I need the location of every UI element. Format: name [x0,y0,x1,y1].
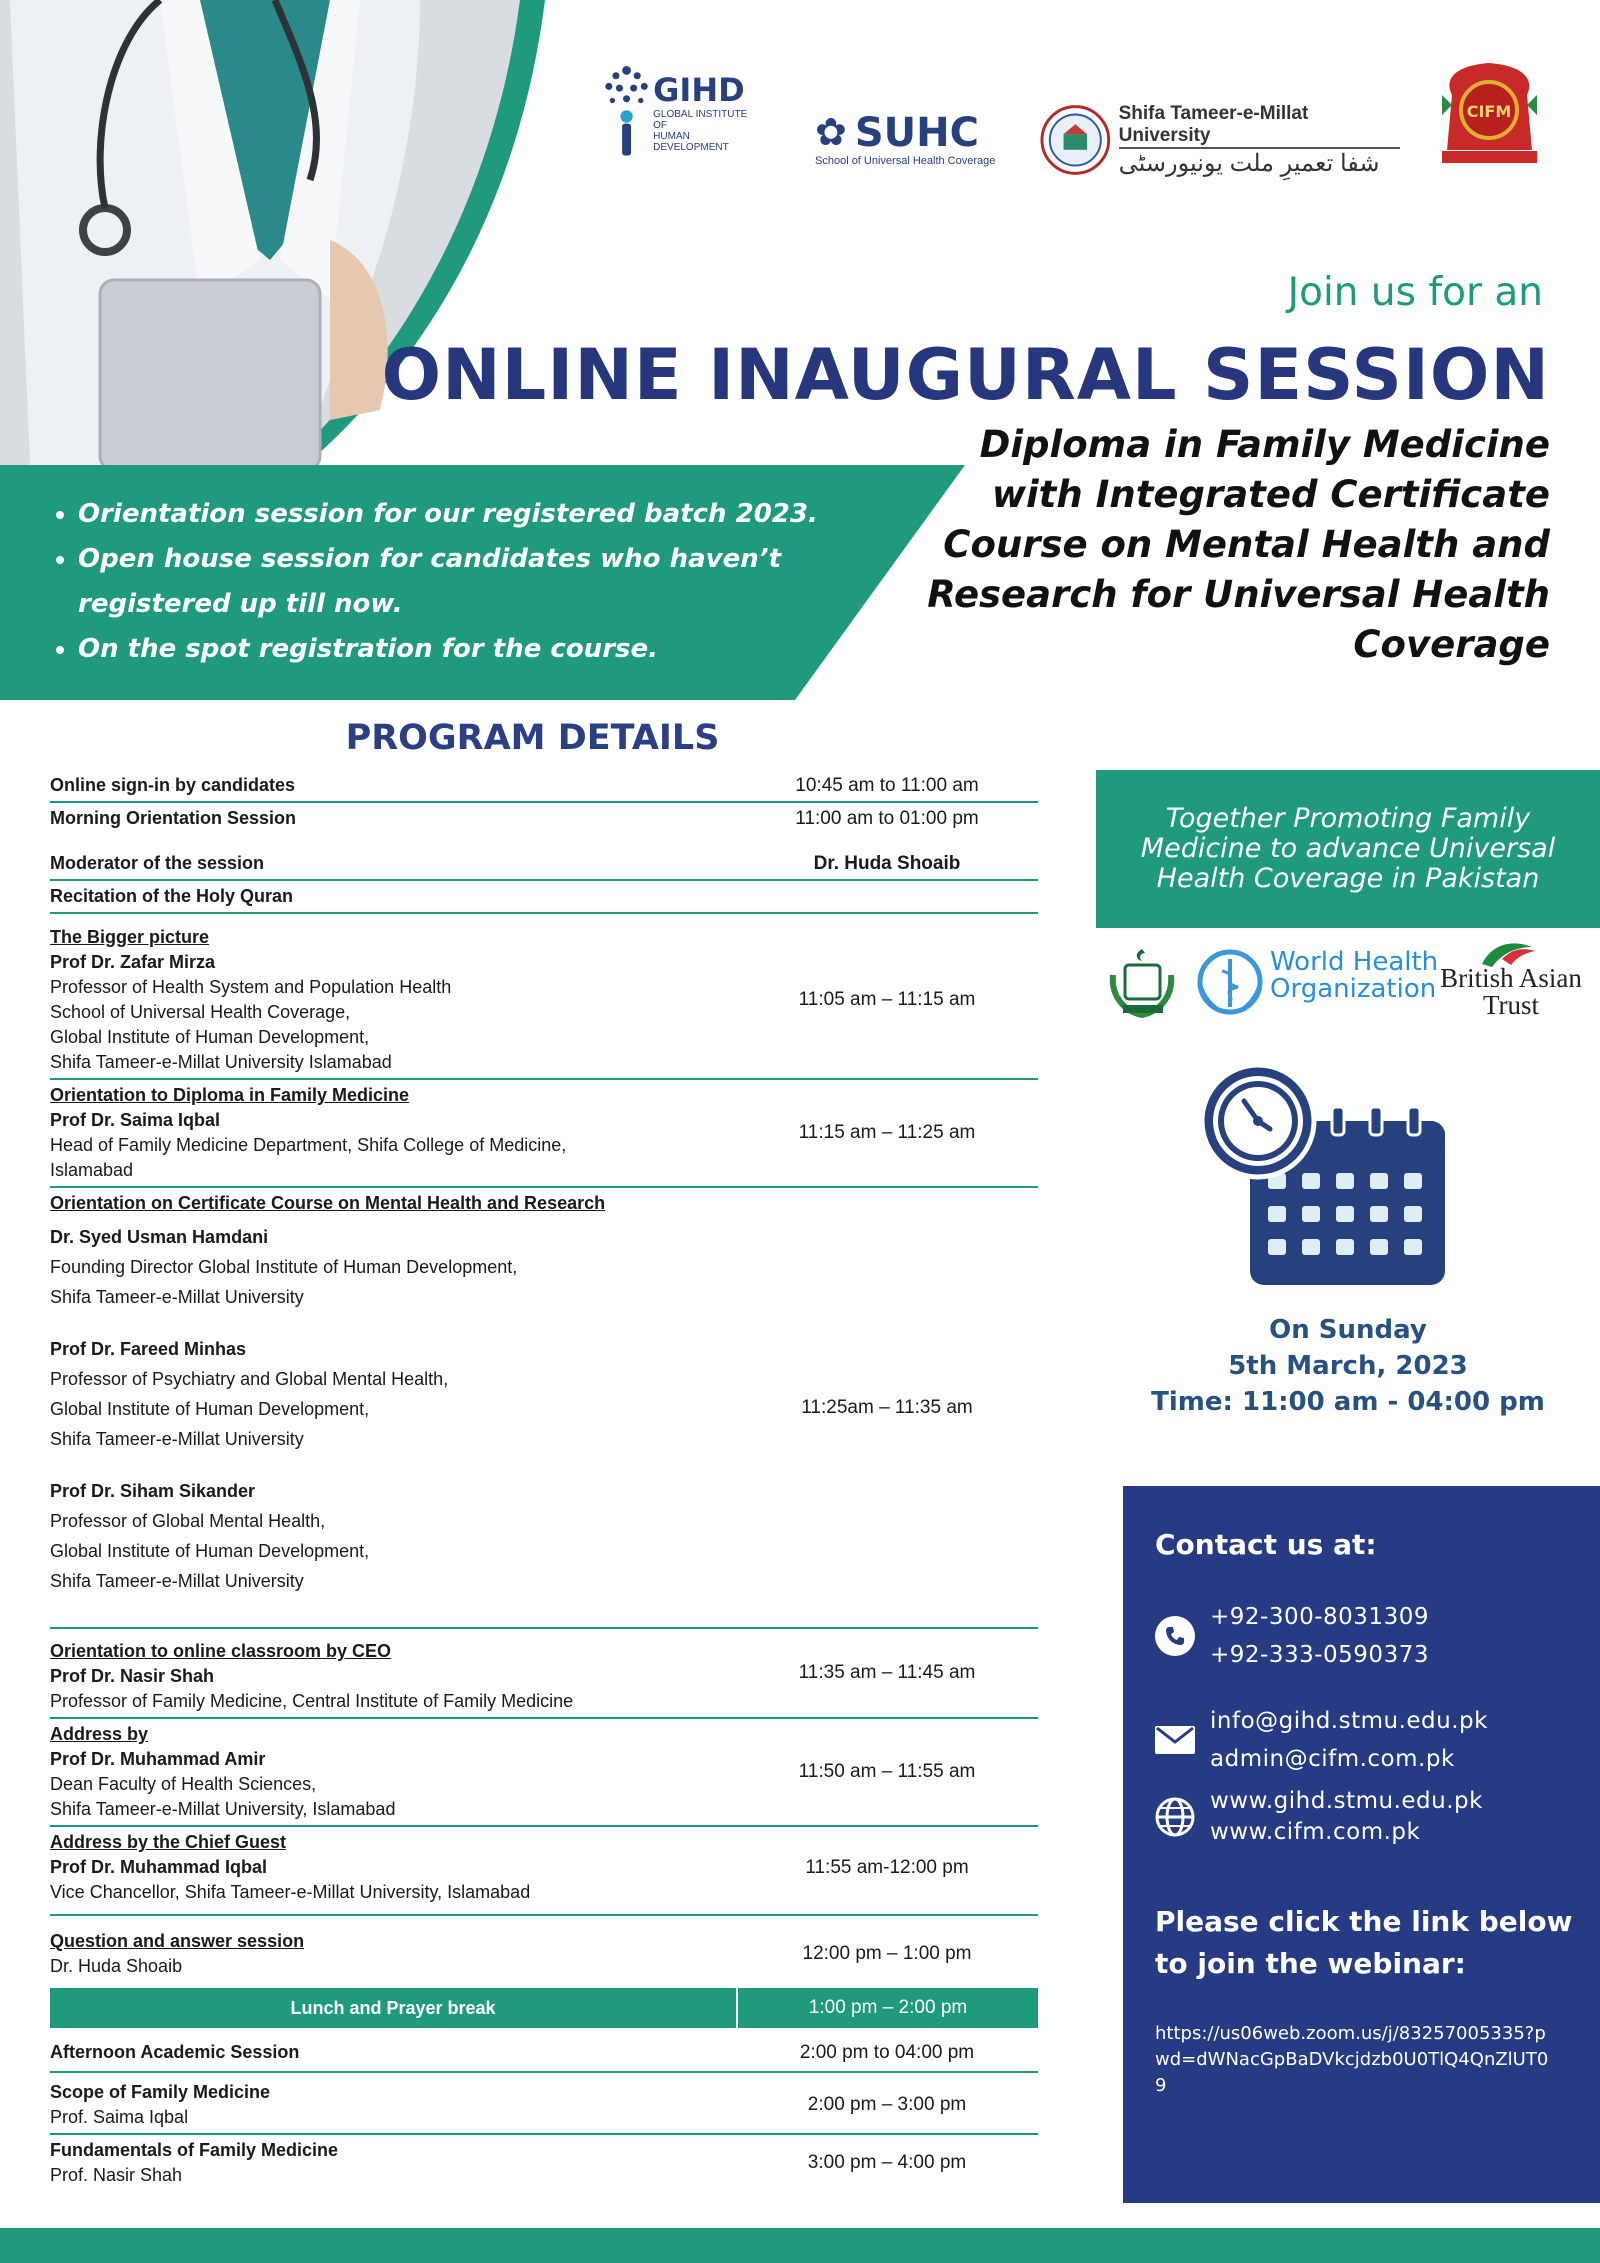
stmu-seal-icon [1040,104,1111,176]
segment-heading: Address by the Chief Guest [50,1832,287,1852]
pakistan-emblem-icon [1105,945,1180,1020]
segment-heading: Address by [50,1724,149,1744]
table-row [50,770,1038,803]
table-row [50,2135,1038,2191]
gihd-sub2: HUMAN DEVELOPMENT [653,131,729,153]
speaker-detail: Shifa Tameer-e-Millat University [50,1571,304,1591]
row-label: Moderator of the session [50,853,265,873]
speaker-name: Prof. Nasir Shah [50,2165,183,2185]
speaker-name: Prof Dr. Fareed Minhas [50,1339,247,1359]
speaker-detail: Shifa Tameer-e-Millat University [50,1429,304,1449]
table-row [50,1827,1038,1916]
suhc-logo [815,110,1005,170]
table-row [50,2073,1038,2135]
segment-heading: Fundamentals of Family Medicine [50,2140,339,2160]
website-link[interactable]: www.gihd.stmu.edu.pk [1210,1788,1483,1814]
table-row [50,1188,1038,1629]
website-link[interactable]: www.cifm.com.pk [1210,1819,1421,1845]
table-row [50,1080,1038,1188]
who-line: World Health [1270,947,1439,977]
row-time: 11:15 am – 11:25 am [798,1122,976,1143]
webinar-link[interactable]: https://us06web.zoom.us/j/83257005335?pwd=dWNacGpBaDVkcjdzb0U0TlQ4QnZlUT09 [1155,2023,1549,2096]
phone-number[interactable]: +92-300-8031309 [1210,1604,1429,1630]
speaker-detail: Global Institute of Human Development, [50,1027,370,1047]
lunch-row [50,1988,1038,2028]
event-date [1096,1312,1600,1420]
segment-heading: Orientation to online classroom by CEO [50,1641,392,1661]
contact-title: Contact us at: [1155,1528,1377,1561]
globe-icon [1155,1797,1195,1837]
phone-icon [1155,1616,1195,1656]
cifm-badge: CIFM [1466,102,1512,121]
session-bullets [40,492,818,672]
row-time: 1:00 pm – 2:00 pm [808,1997,968,2018]
table-row [50,1719,1038,1827]
program-title: PROGRAM DETAILS [345,718,720,758]
event-day: On Sunday [1269,1315,1427,1345]
bullet-item: • Open house session for candidates who haven’t registered up till now. [78,537,818,627]
speaker-detail: Shifa Tameer-e-Millat University [50,1287,304,1307]
cifm-crest-icon [1432,55,1547,175]
who-emblem-icon [1195,947,1265,1017]
calendar-clock-icon [1200,1063,1450,1288]
segment-heading: Orientation on Certificate Course on Mental Health and Research [50,1193,606,1213]
event-time: Time: 11:00 am - 04:00 pm [1151,1387,1545,1417]
table-row [50,881,1038,914]
row-time: 11:00 am to 01:00 pm [795,807,979,829]
row-time: 2:00 pm – 3:00 pm [807,2094,967,2115]
speaker-detail: Professor of Health System and Population Health [50,977,452,997]
course-subtitle: Diploma in Family Medicine with Integrated Certificate Course on Mental Health and Research for Universal Health Coverage [927,423,1550,666]
moderator-name: Dr. Huda Shoaib [813,852,961,874]
row-label: Morning Orientation Session [50,808,297,828]
table-row [50,848,1038,881]
segment-heading: Scope of Family Medicine [50,2082,271,2102]
partner-logos [1100,935,1590,1025]
speaker-detail: Founding Director Global Institute of Human Development, [50,1257,518,1277]
speaker-detail: Professor of Global Mental Health, [50,1511,326,1531]
speaker-detail: Shifa Tameer-e-Millat University Islamabad [50,1052,392,1072]
bat-line: British Asian [1440,963,1582,993]
gihd-sub1: GLOBAL INSTITUTE OF [653,109,748,131]
contact-panel [1123,1486,1600,2203]
speaker-detail: Global Institute of Human Development, [50,1399,370,1419]
suhc-name: SUHC [854,110,979,156]
table-row [50,1629,1038,1719]
who-line: Organization [1270,974,1437,1004]
speaker-detail: Islamabad [50,1160,134,1180]
join-line: Join us for an [1287,270,1543,315]
segment-heading: Orientation to Diploma in Family Medicine [50,1085,410,1105]
row-label: Lunch and Prayer break [50,1988,738,2028]
bat-wordmark [1436,965,1586,1019]
event-title: ONLINE INAUGURAL SESSION [381,334,1550,416]
email-address[interactable]: admin@cifm.com.pk [1210,1746,1455,1772]
segment-heading: Question and answer session [50,1931,305,1951]
row-time: 11:35 am – 11:45 am [798,1662,976,1683]
row-label: Online sign-in by candidates [50,775,296,795]
speaker-name: Prof Dr. Nasir Shah [50,1666,215,1686]
row-time: 11:50 am – 11:55 am [798,1761,976,1782]
stmu-name: Shifa Tameer-e-Millat University [1119,103,1400,149]
row-time: 11:05 am – 11:15 am [798,989,976,1010]
speaker-detail: School of Universal Health Coverage, [50,1002,351,1022]
gihd-tree-icon [600,55,653,170]
segment-heading: The Bigger picture [50,927,210,947]
bullet-item: • Orientation session for our registered batch 2023. [78,492,818,537]
row-time: 11:55 am-12:00 pm [805,1856,969,1878]
row-time: 3:00 pm – 4:00 pm [807,2152,967,2173]
suhc-flower-icon: ✿ [815,112,847,154]
event-date-text: 5th March, 2023 [1228,1351,1468,1381]
web-block [1155,1786,1483,1848]
speaker-detail: Global Institute of Human Development, [50,1541,370,1561]
tagline-box: Together Promoting Family Medicine to advance Universal Health Coverage in Pakistan [1096,770,1600,928]
row-time: 12:00 pm – 1:00 pm [802,1943,972,1964]
table-row [50,803,1038,834]
email-block [1155,1702,1488,1778]
speaker-name: Dr. Syed Usman Hamdani [50,1227,269,1247]
speaker-name: Prof. Saima Iqbal [50,2107,189,2127]
bullet-item: • On the spot registration for the course. [78,627,818,672]
speaker-name: Prof Dr. Muhammad Amir [50,1749,266,1769]
program-table [50,770,1038,2191]
row-label: Afternoon Academic Session [50,2042,300,2062]
table-row [50,914,1038,1080]
row-time: 11:25am – 11:35 am [801,1396,973,1418]
row-time: 2:00 pm to 04:00 pm [799,2041,975,2063]
speaker-name: Dr. Huda Shoaib [50,1956,183,1976]
speaker-detail: Head of Family Medicine Department, Shifa College of Medicine, [50,1135,567,1155]
table-row [50,1916,1038,1982]
phone-block [1155,1598,1429,1674]
email-address[interactable]: info@gihd.stmu.edu.pk [1210,1708,1488,1734]
speaker-detail: Dean Faculty of Health Sciences, [50,1774,317,1794]
row-label: Recitation of the Holy Quran [50,886,294,906]
gihd-name: GIHD [653,71,745,109]
speaker-detail: Professor of Psychiatry and Global Mental Health, [50,1369,449,1389]
speaker-detail: Vice Chancellor, Shifa Tameer-e-Millat University, Islamabad [50,1882,531,1902]
phone-number[interactable]: +92-333-0590373 [1210,1642,1429,1668]
bat-line: Trust [1482,990,1540,1020]
stmu-logo [1040,100,1400,180]
footer-strip [0,2228,1600,2263]
stmu-urdu: شفا تعمیرِ ملت یونیورسٹی [1118,149,1380,177]
webinar-cta: Please click the link below to join the webinar: [1155,1905,1573,1980]
speaker-detail: Professor of Family Medicine, Central Institute of Family Medicine [50,1691,574,1711]
gihd-logo [600,52,755,172]
table-row [50,2034,1038,2073]
speaker-name: Prof Dr. Saima Iqbal [50,1110,221,1130]
speaker-detail: Shifa Tameer-e-Millat University, Islamabad [50,1799,396,1819]
speaker-name: Prof Dr. Zafar Mirza [50,952,216,972]
speaker-name: Prof Dr. Muhammad Iqbal [50,1857,268,1877]
speaker-name: Prof Dr. Siham Sikander [50,1481,256,1501]
who-wordmark [1270,949,1438,1003]
mail-icon [1155,1720,1195,1760]
row-time: 10:45 am to 11:00 am [795,774,979,796]
suhc-sub: School of Universal Health Coverage [815,155,996,167]
